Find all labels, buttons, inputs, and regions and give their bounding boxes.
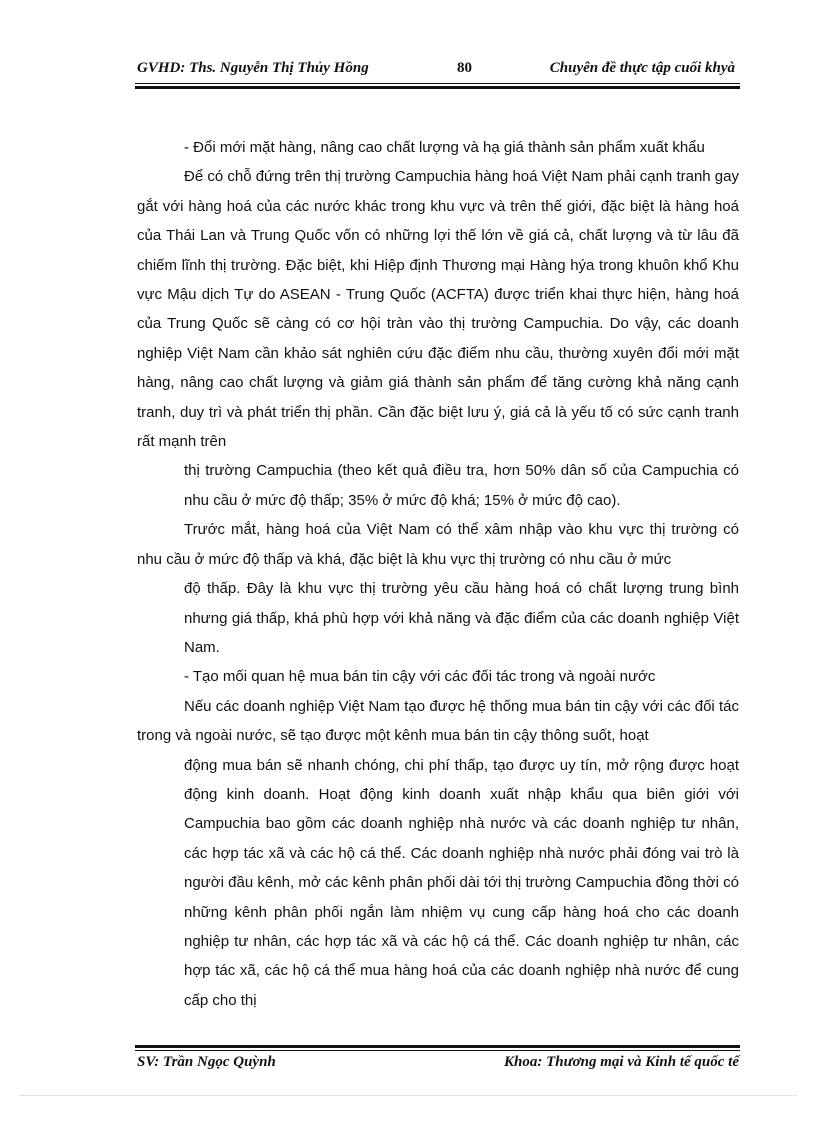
page-footer xyxy=(137,1054,739,1078)
header-advisor: GVHD: Ths. Nguyễn Thị Thủy Hồng xyxy=(137,60,369,76)
paragraph-bullet-2: - Tạo mối quan hệ mua bán tin cậy với các đối tác trong và ngoài nước xyxy=(184,668,656,686)
footer-rule-thin xyxy=(135,1050,740,1051)
header-title: Chuyên đề thực tập cuối khyà xyxy=(549,60,735,76)
paragraph-bullet-1: - Đổi mới mặt hàng, nâng cao chất lượng và hạ giá thành sản phẩm xuất khẩu xyxy=(184,139,705,156)
footer-student: SV: Trần Ngọc Quỳnh xyxy=(137,1054,276,1070)
footer-rule-thick xyxy=(135,1045,740,1048)
paragraph-competition: Để có chỗ đứng trên thị trường Campuchia hàng hoá Việt Nam phải cạnh tranh gay gắt với hàng hoá của các nước khác trong khu vực và trên thế giới, đặc biệt là hàng hoá của Thái Lan và Trung Quốc vốn có những lợi thế lớn về giá cả, chất lượng và từ lâu đã chiếm lĩnh thị trường. Đặc biệt, khi Hiệp định Thương mại Hàng hýa trong khuôn khổ Khu vực Mậu dịch Tự do ASEAN - Trung Quốc (ACFTA) được triển khai thực hiện, hàng hoá của Trung Quốc sẽ càng có cơ hội tràn vào thị trường Campuchia. Do vậy, các doanh nghiệp Việt Nam cần khảo sát nghiên cứu đặc điểm nhu cầu, thường xuyên đổi mới mặt hàng, nâng cao chất lượng và giảm giá thành sản phẩm để tăng cường khả năng cạnh tranh, duy trì và phát triển thị phần. Cần đặc biệt lưu ý, giá cả là yếu tố có sức cạnh tranh rất mạnh trên xyxy=(137,168,739,451)
paragraph-distribution: động mua bán sẽ nhanh chóng, chi phí thấp, tạo được uy tín, mở rộng được hoạt động kinh doanh. Hoạt động kinh doanh xuất nhập khẩu qua biên giới với Campuchia bao gồm các doanh nghiệp nhà nước và các doanh nghiệp tư nhân, các hợp tác xã và các hộ cá thể. Các doanh nghiệp nhà nước phải đóng vai trò là người đầu kênh, mở các kênh phân phối dài tới thị trường Campuchia đồng thời có những kênh phân phối ngắn làm nhiệm vụ cung cấp hàng hoá cho các doanh nghiệp tư nhân, các hợp tác xã và các hộ cá thể. Các doanh nghiệp tư nhân, các hợp tác xã, các hộ cá thể mua hàng hoá của các doanh nghiệp nhà nước để cung cấp cho thị xyxy=(184,756,739,1009)
page-edge-dots xyxy=(20,1095,796,1096)
paragraph-low-segment: độ thấp. Đây là khu vực thị trường yêu cầu hàng hoá có chất lượng trung bình nhưng giá thấp, khá phù hợp với khả năng và đặc điểm của các doanh nghiệp Việt Nam. xyxy=(184,580,739,656)
header-rule-thick xyxy=(135,86,740,89)
header-rule-thin xyxy=(135,83,740,84)
page-number: 80 xyxy=(457,60,472,76)
paragraph-trust-system: Nếu các doanh nghiệp Việt Nam tạo được hệ thống mua bán tin cậy với các đối tác trong và ngoài nước, sẽ tạo được một kênh mua bán tin cậy thông suốt, hoạt xyxy=(137,697,739,745)
footer-faculty: Khoa: Thương mại và Kinh tế quốc tế xyxy=(504,1054,739,1070)
page-header xyxy=(137,58,739,84)
document-body xyxy=(137,133,739,1015)
paragraph-entry: Trước mắt, hàng hoá của Việt Nam có thể xâm nhập vào khu vực thị trường có nhu cầu ở mức độ thấp và khá, đặc biệt là khu vực thị trường có nhu cầu ở mức xyxy=(137,521,739,568)
paragraph-market-survey: thị trường Campuchia (theo kết quả điều tra, hơn 50% dân số của Campuchia có nhu cầu ở mức độ thấp; 35% ở mức độ khá; 15% ở mức độ cao). xyxy=(184,462,739,509)
